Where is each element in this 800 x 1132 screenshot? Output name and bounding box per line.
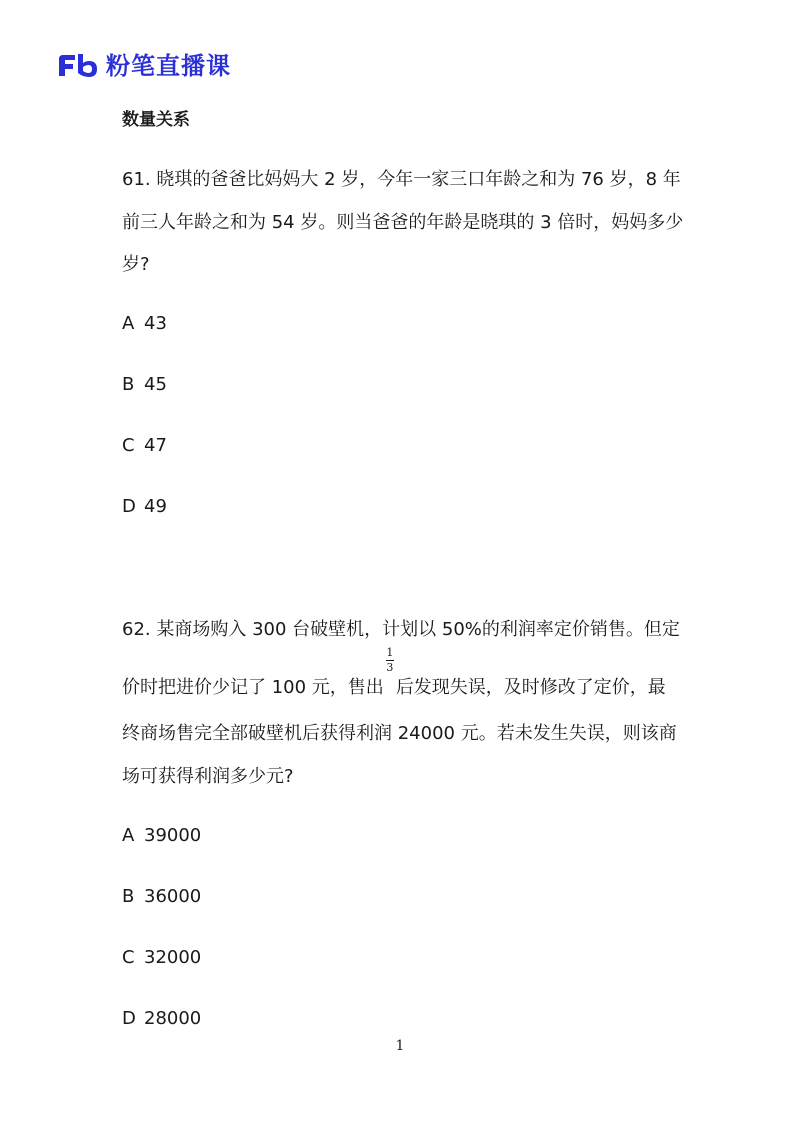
option-value: 32000	[144, 947, 202, 968]
option-value: 47	[144, 435, 167, 456]
question-61-option-b	[122, 372, 167, 398]
option-letter: A	[122, 313, 135, 334]
question-62-text-before-fraction: 价时把进价少记了 100 元，售出	[122, 677, 384, 698]
option-value: 39000	[144, 825, 202, 846]
option-letter: A	[122, 825, 135, 846]
question-62-option-b	[122, 884, 201, 910]
option-letter: D	[122, 1008, 136, 1029]
one-third-fraction	[384, 646, 396, 701]
question-61-line-1: 61. 晓琪的爸爸比妈妈大 2 岁，今年一家三口年龄之和为 76 岁，8 年	[122, 169, 681, 190]
fraction-numerator: 1	[386, 646, 394, 659]
question-62-line-3: 终商场售完全部破壁机后获得利润 24000 元。若未发生失误，则该商	[122, 723, 677, 744]
question-61-option-d	[122, 494, 167, 520]
section-title: 数量关系	[122, 110, 190, 130]
option-value: 43	[144, 313, 167, 334]
option-letter: C	[122, 947, 135, 968]
question-62-option-d	[122, 1006, 201, 1032]
question-62-text-after-fraction: 后发现失误，及时修改了定价，最	[395, 677, 666, 698]
brand-name: 粉笔直播课	[106, 52, 231, 80]
brand-logo	[56, 50, 231, 82]
question-62-line-2	[122, 646, 666, 701]
option-letter: D	[122, 496, 136, 517]
option-letter: C	[122, 435, 135, 456]
fraction-denominator: 3	[386, 661, 394, 674]
option-value: 36000	[144, 886, 202, 907]
question-62-line-1: 62. 某商场购入 300 台破壁机，计划以 50%的利润率定价销售。但定	[122, 619, 680, 640]
question-61-option-a	[122, 311, 167, 337]
question-61-line-3: 岁?	[122, 254, 150, 275]
option-value: 49	[144, 496, 167, 517]
question-61-option-c	[122, 433, 167, 459]
option-letter: B	[122, 374, 135, 395]
option-value: 45	[144, 374, 167, 395]
option-value: 28000	[144, 1008, 202, 1029]
question-62-option-c	[122, 945, 201, 971]
question-62-option-a	[122, 823, 201, 849]
question-62-line-4: 场可获得利润多少元?	[122, 766, 294, 787]
page-number: 1	[395, 1038, 405, 1054]
option-letter: B	[122, 886, 135, 907]
fenbi-logo-icon	[56, 50, 100, 82]
question-61-line-2: 前三人年龄之和为 54 岁。则当爸爸的年龄是晓琪的 3 倍时，妈妈多少	[122, 212, 684, 233]
